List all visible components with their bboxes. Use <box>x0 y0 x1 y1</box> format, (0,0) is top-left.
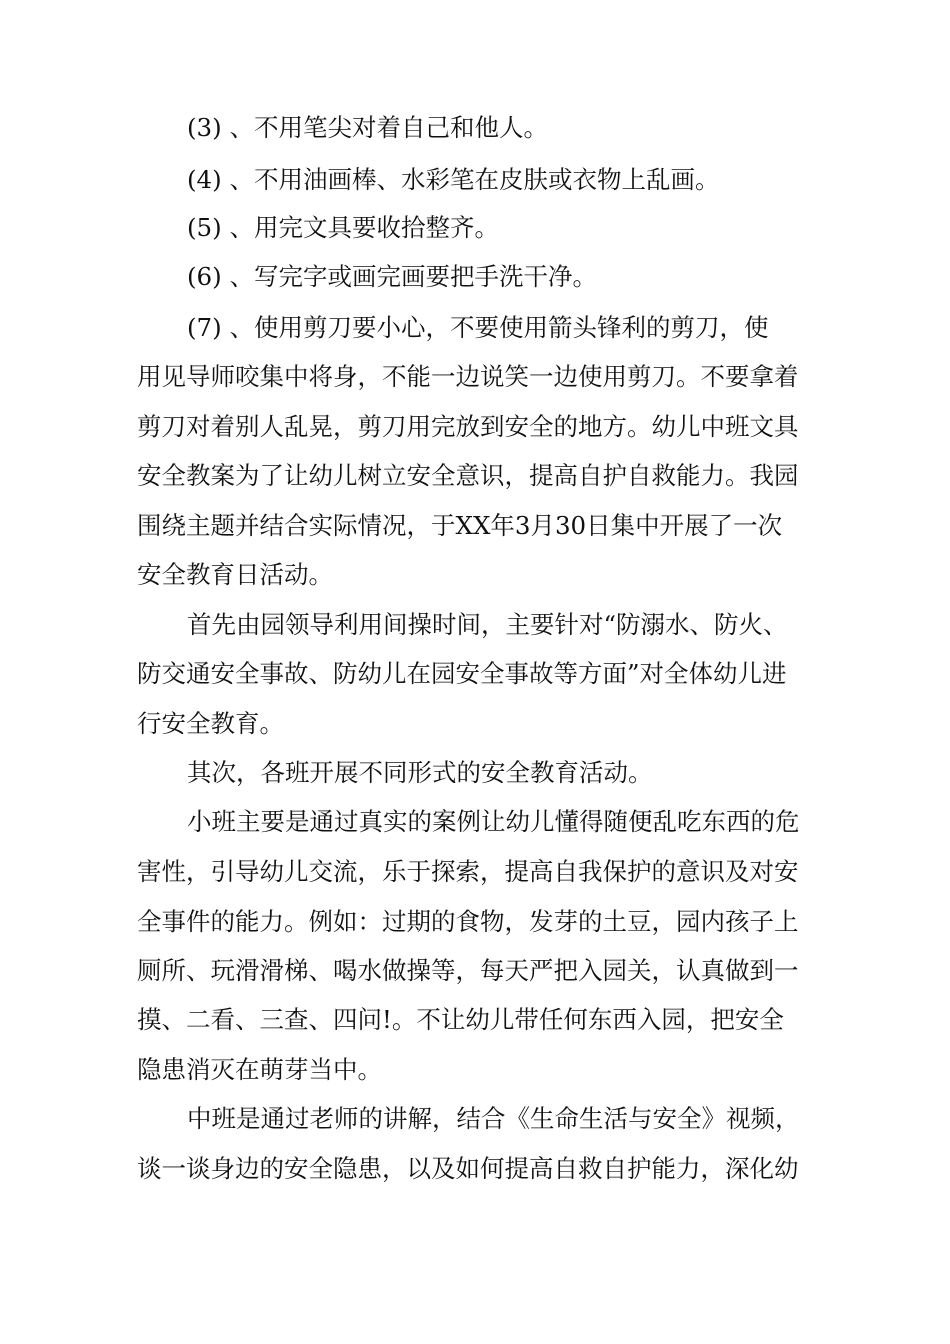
paragraph-first-line: 其次，各班开展不同形式的安全教育活动。 <box>187 758 653 787</box>
text-line: 围绕主题并结合实际情况，于XX年3月30日集中开展了一次 <box>137 511 783 540</box>
text-line: 行安全教育。 <box>137 709 284 738</box>
list-item-4: (4) 、不用油画棒、水彩笔在皮肤或衣物上乱画。 <box>187 165 720 194</box>
text-line: 用见导师咬集中将身，不能一边说笑一边使用剪刀。不要拿着 <box>137 362 799 391</box>
text-line: 谈一谈身边的安全隐患，以及如何提高自救自护能力，深化幼 <box>137 1154 799 1183</box>
list-item-5: (5) 、用完文具要收拾整齐。 <box>187 213 499 242</box>
text-line: 隐患消灭在萌芽当中。 <box>137 1055 382 1084</box>
text-line: 全事件的能力。例如：过期的食物，发芽的土豆，园内孩子上 <box>137 907 799 936</box>
paragraph-first-line: 首先由园领导利用间操时间，主要针对“防溺水、防火、 <box>187 610 788 639</box>
text-line: 安全教案为了让幼儿树立安全意识，提高自护自救能力。我园 <box>137 461 799 490</box>
text-line: 摸、二看、三查、四问!。不让幼儿带任何东西入园，把安全 <box>137 1005 784 1034</box>
text-line: 安全教育日活动。 <box>137 560 333 589</box>
list-item-7: (7) 、使用剪刀要小心，不要使用箭头锋利的剪刀，使 <box>187 313 769 342</box>
text-line: 害性，引导幼儿交流，乐于探索，提高自我保护的意识及对安 <box>137 857 799 886</box>
text-line: 剪刀对着别人乱晃，剪刀用完放到安全的地方。幼儿中班文具 <box>137 412 799 441</box>
text-line: 厕所、玩滑滑梯、喝水做操等，每天严把入园关，认真做到一 <box>137 956 799 985</box>
text-line: 防交通安全事故、防幼儿在园安全事故等方面”对全体幼儿进 <box>137 659 787 688</box>
list-item-3: (3) 、不用笔尖对着自己和他人。 <box>187 113 548 142</box>
paragraph-first-line: 小班主要是通过真实的案例让幼儿懂得随便乱吃东西的危 <box>187 807 800 836</box>
paragraph-first-line: 中班是通过老师的讲解，结合《生命生活与安全》视频， <box>187 1104 800 1133</box>
list-item-6: (6) 、写完字或画完画要把手洗干净。 <box>187 262 597 291</box>
